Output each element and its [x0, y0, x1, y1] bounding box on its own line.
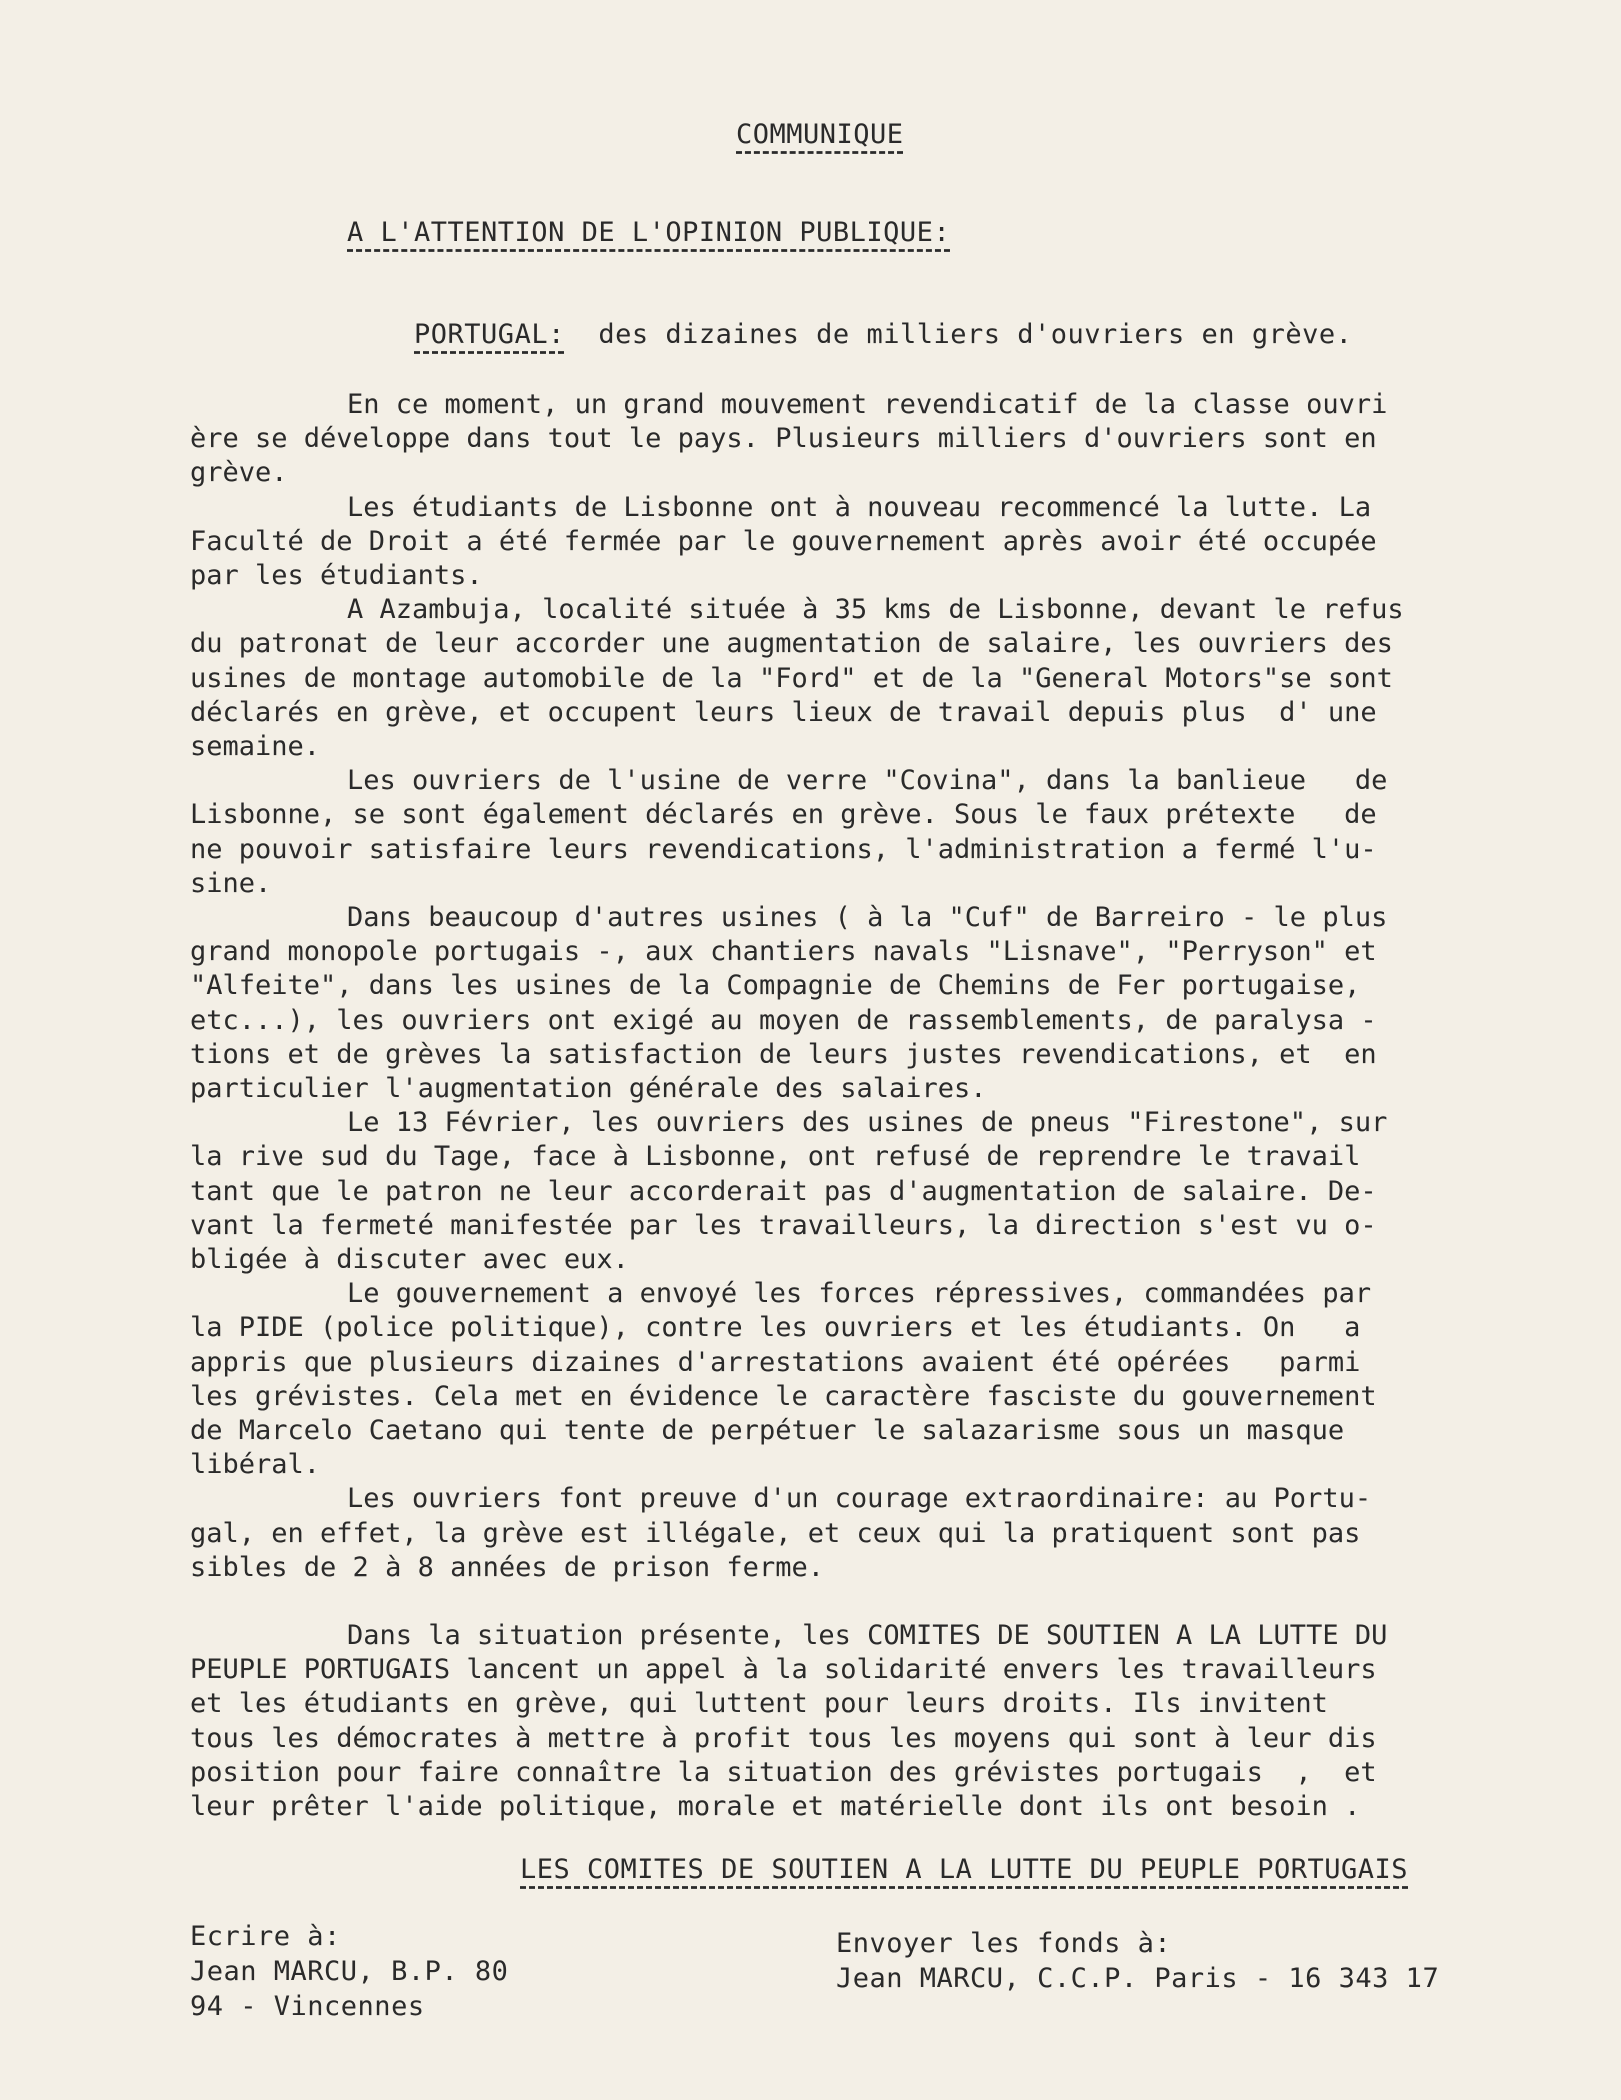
text-line: ne pouvoir satisfaire leurs revendications, l'administration a fermé l'u- [190, 833, 1377, 865]
write-to-line1: Jean MARCU, B.P. 80 [190, 1956, 509, 1987]
text-line: gal, en effet, la grève est illégale, et ceux qui la pratiquent sont pas [190, 1517, 1361, 1549]
write-to-label: Ecrire à: [190, 1921, 341, 1952]
headline-label: PORTUGAL: [414, 319, 565, 350]
send-funds-label: Envoyer les fonds à: [836, 1928, 1172, 1959]
send-funds-line1: Jean MARCU, C.C.P. Paris - 16 343 17 [836, 1963, 1440, 1994]
text-line: Les étudiants de Lisbonne ont à nouveau recommencé la lutte. La [347, 491, 1372, 523]
headline [347, 284, 1352, 386]
text-line: ère se développe dans tout le pays. Plusieurs milliers d'ouvriers sont en [190, 423, 1377, 455]
document-title: COMMUNIQUE [736, 119, 904, 150]
text-line: Faculté de Droit a été fermée par le gouvernement après avoir été occupée [190, 525, 1377, 557]
text-line: position pour faire connaître la situation des grévistes portugais , et [190, 1756, 1377, 1788]
text-line: semaine. [190, 731, 321, 762]
document-subtitle: A L'ATTENTION DE L'OPINION PUBLIQUE: [347, 217, 951, 248]
text-line: par les étudiants. [190, 560, 483, 591]
text-line: grève. [190, 457, 288, 489]
text-line: déclarés en grève, et occupent leurs lieux de travail depuis plus d' une [190, 696, 1377, 728]
text-line: sibles de 2 à 8 années de prison ferme. [190, 1551, 824, 1583]
text-line: A Azambuja, localité située à 35 kms de Lisbonne, devant le refus [347, 594, 1404, 626]
text-line: Le gouvernement a envoyé les forces répressives, commandées par [347, 1278, 1372, 1310]
text-line: tous les démocrates à mettre à profit tous les moyens qui sont à leur dis [190, 1722, 1377, 1754]
text-line: sine. [190, 867, 272, 899]
text-line: Les ouvriers font preuve d'un courage extraordinaire: au Portu- [347, 1483, 1372, 1515]
text-line: PEUPLE PORTUGAIS lancent un appel à la solidarité envers les travailleurs [190, 1654, 1377, 1686]
text-line: vant la fermeté manifestée par les travailleurs, la direction s'est vu o- [190, 1209, 1377, 1241]
text-line: Dans beaucoup d'autres usines ( à la "Cuf" de Barreiro - le plus [347, 902, 1388, 933]
text-line: la rive sud du Tage, face à Lisbonne, ont refusé de reprendre le travail [190, 1141, 1361, 1173]
text-line: leur prêter l'aide politique, morale et matérielle dont ils ont besoin . [190, 1791, 1361, 1822]
headline-text: des dizaines de milliers d'ouvriers en grève. [598, 319, 1353, 350]
text-line: grand monopole portugais -, aux chantiers navals "Lisnave", "Perryson" et [190, 936, 1377, 968]
text-line: tions et de grèves la satisfaction de leurs justes revendications, et en [190, 1038, 1377, 1070]
text-line: les grévistes. Cela met en évidence le caractère fasciste du gouvernement [190, 1380, 1377, 1412]
text-line: la PIDE (police politique), contre les ouvriers et les étudiants. On a [190, 1312, 1361, 1344]
text-line: particulier l'augmentation générale des salaires. [190, 1073, 987, 1104]
text-line: Les ouvriers de l'usine de verre "Covina", dans la banlieue de [347, 765, 1388, 797]
signature: LES COMITES DE SOUTIEN A LA LUTTE DU PEUPLE PORTUGAIS [520, 1854, 1409, 1885]
text-line: En ce moment, un grand mouvement revendicatif de la classe ouvri [347, 389, 1388, 420]
text-line: Dans la situation présente, les COMITES DE SOUTIEN A LA LUTTE DU [347, 1620, 1388, 1651]
text-line: "Alfeite", dans les usines de la Compagnie de Chemins de Fer portugaise, [190, 970, 1361, 1002]
write-to-line2: 94 - Vincennes [190, 1991, 425, 2022]
text-line: et les étudiants en grève, qui luttent pour leurs droits. Ils invitent [190, 1688, 1328, 1720]
text-line: etc...), les ouvriers ont exigé au moyen de rassemblements, de paralysa - [190, 1004, 1377, 1036]
text-line: Le 13 Février, les ouvriers des usines de pneus "Firestone", sur [347, 1107, 1388, 1139]
text-line: de Marcelo Caetano qui tente de perpétuer le salazarisme sous un masque [190, 1415, 1345, 1446]
text-line: du patronat de leur accorder une augmentation de salaire, les ouvriers des [190, 628, 1393, 660]
text-line: appris que plusieurs dizaines d'arrestations avaient été opérées parmi [190, 1346, 1361, 1378]
text-line: libéral. [190, 1449, 321, 1481]
text-line: bligée à discuter avec eux. [190, 1244, 629, 1275]
text-line: tant que le patron ne leur accorderait pas d'augmentation de salaire. De- [190, 1175, 1377, 1207]
text-line: Lisbonne, se sont également déclarés en grève. Sous le faux prétexte de [190, 799, 1377, 831]
text-line: usines de montage automobile de la "Ford" et de la "General Motors"se sont [190, 662, 1393, 694]
